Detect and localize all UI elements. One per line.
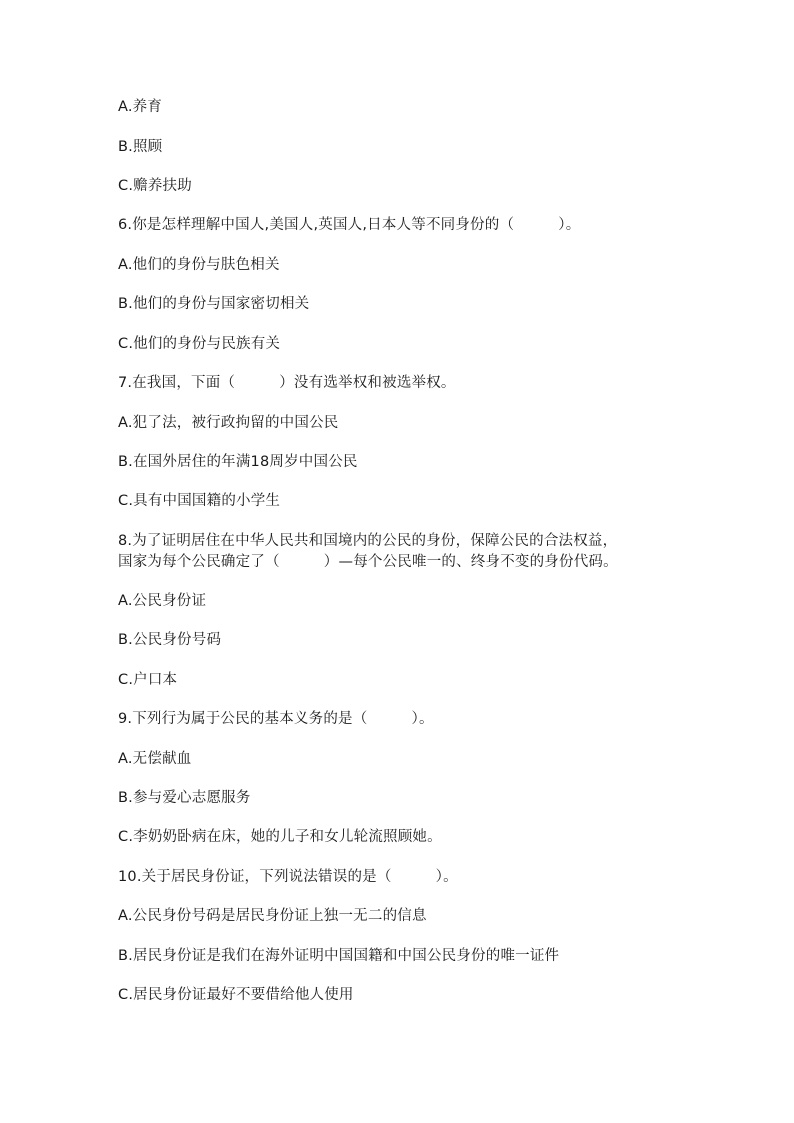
option-7a: A.犯了法，被行政拘留的中国公民	[118, 415, 339, 431]
option-9c: C.李奶奶卧病在床，她的儿子和女儿轮流照顾她。	[118, 829, 442, 845]
option-6a: A.他们的身份与肤色相关	[118, 257, 280, 273]
question-8-line-1: 8.为了证明居住在中华人民共和国境内的公民的身份，保障公民的合法权益，	[118, 533, 618, 549]
question-10: 10.关于居民身份证，下列说法错误的是（ ）。	[118, 869, 458, 885]
option-6b: B.他们的身份与国家密切相关	[118, 296, 310, 312]
option-10a: A.公民身份号码是居民身份证上独一无二的信息	[118, 908, 427, 924]
option-5a: A.养育	[118, 99, 163, 115]
question-6: 6.你是怎样理解中国人,美国人,英国人,日本人等不同身份的（ ）。	[118, 217, 581, 233]
option-8c: C.户口本	[118, 672, 178, 688]
option-8b: B.公民身份号码	[118, 632, 222, 648]
option-9b: B.参与爱心志愿服务	[118, 790, 251, 806]
option-9a: A.无偿献血	[118, 751, 192, 767]
question-9: 9.下列行为属于公民的基本义务的是（ ）。	[118, 711, 434, 727]
question-7: 7.在我国，下面（ ）没有选举权和被选举权。	[118, 375, 456, 391]
option-10c: C.居民身份证最好不要借给他人使用	[118, 987, 354, 1003]
option-7c: C.具有中国国籍的小学生	[118, 493, 281, 509]
option-5c: C.赡养扶助	[118, 178, 192, 194]
option-6c: C.他们的身份与民族有关	[118, 336, 281, 352]
option-10b: B.居民身份证是我们在海外证明中国国籍和中国公民身份的唯一证件	[118, 948, 560, 964]
option-8a: A.公民身份证	[118, 593, 207, 609]
question-8-line-2: 国家为每个公民确定了（ ）—每个公民唯一的、终身不变的身份代码。	[118, 554, 618, 570]
option-5b: B.照顾	[118, 139, 163, 155]
option-7b: B.在国外居住的年满18周岁中国公民	[118, 454, 358, 470]
